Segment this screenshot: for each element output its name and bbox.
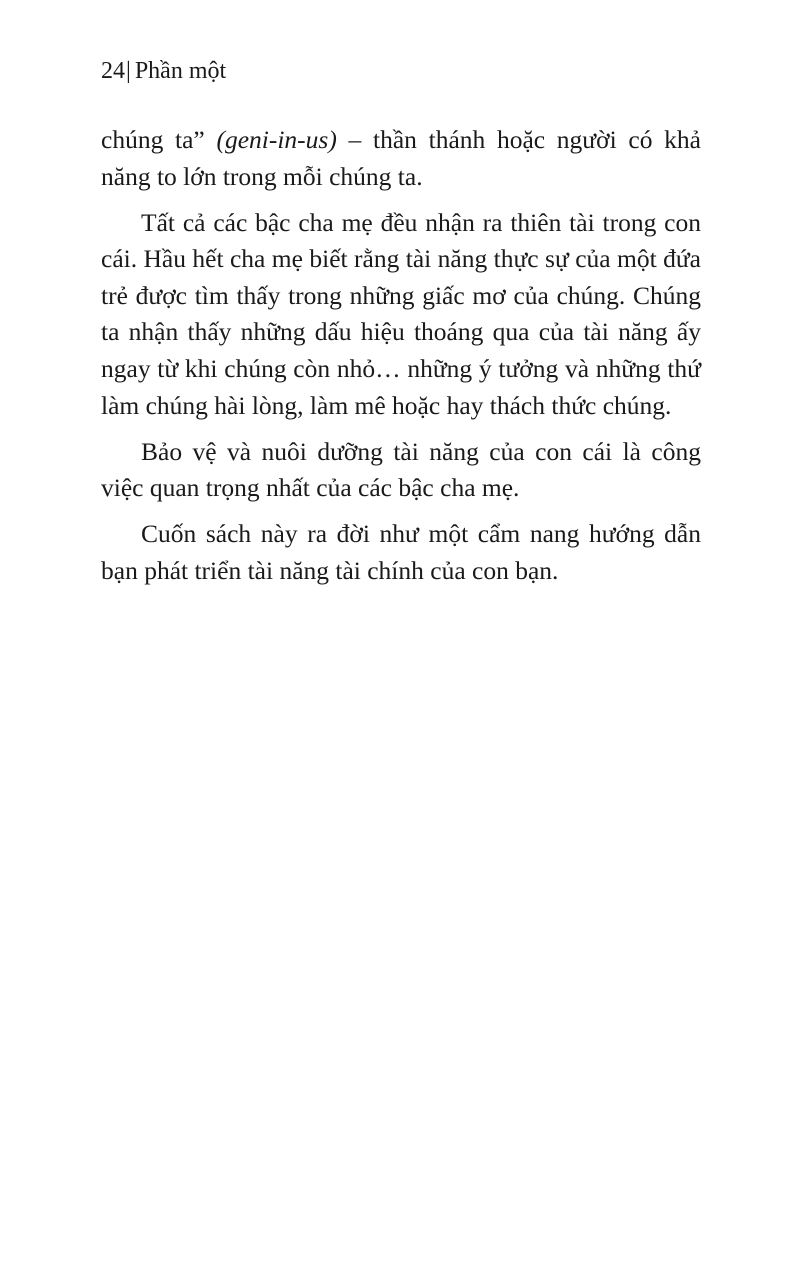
paragraph-1-italic-term: (geni-in-us)	[216, 125, 337, 154]
paragraph-4: Cuốn sách này ra đời như một cẩm nang hướng dẫn bạn phát triển tài năng tài chính của con bạn.	[101, 519, 701, 586]
paragraph-1-end: – thần thánh hoặc người có khả năng to lớn trong mỗi chúng ta.	[101, 125, 701, 191]
running-header	[101, 56, 226, 86]
paragraph-2: Tất cả các bậc cha mẹ đều nhận ra thiên tài trong con cái. Hầu hết cha mẹ biết rằng tài năng thực sự của một đứa trẻ được tìm thấy trong những giấc mơ của chúng. Chúng ta nhận thấy những dấu hiệu thoáng qua của tài năng ấy ngay từ khi chúng còn nhỏ… những ý tưởng và những thứ làm chúng hài lòng, làm mê hoặc hay thách thức chúng.	[101, 207, 701, 420]
header-separator: |	[126, 58, 131, 84]
paragraph-1-start: chúng ta”	[101, 125, 217, 154]
paragraph-continued	[101, 122, 701, 195]
paragraph-3: Bảo vệ và nuôi dưỡng tài năng của con cái là công việc quan trọng nhất của các bậc cha mẹ.	[101, 436, 701, 503]
page-number: 24	[101, 58, 125, 84]
body-text	[101, 122, 701, 599]
section-title: Phần một	[134, 58, 227, 84]
